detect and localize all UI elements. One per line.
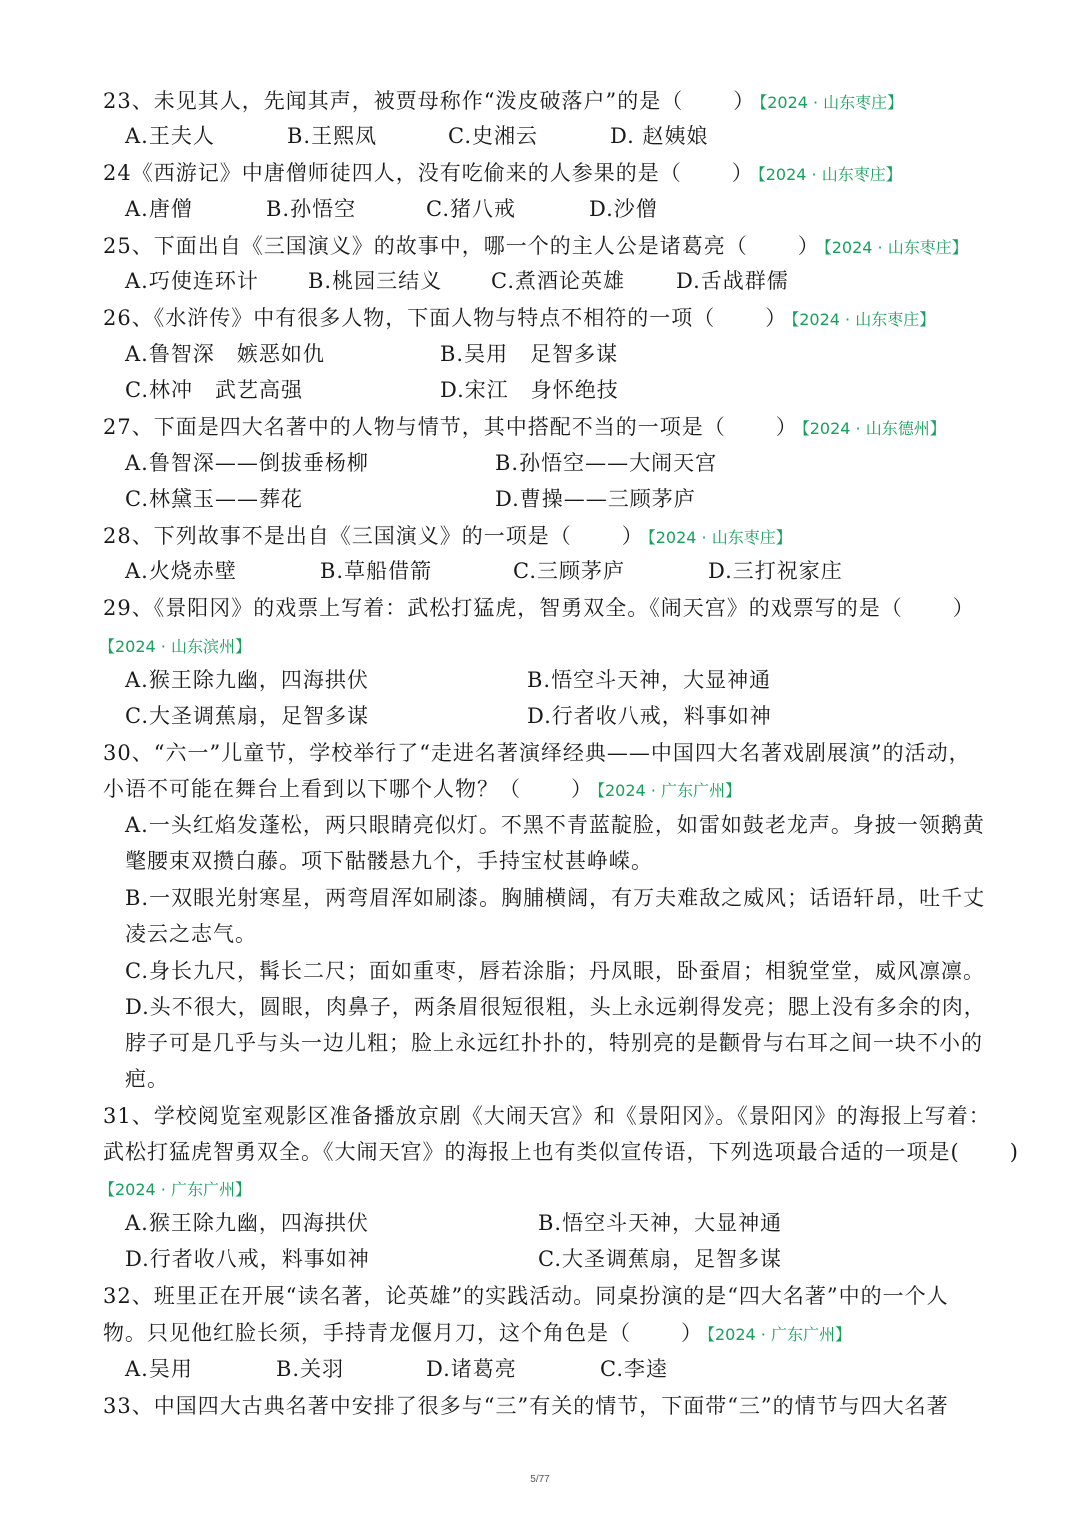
question-24-stem: 24《西游记》中唐僧师徒四人，没有吃偷来的人参果的是（ ） 【2024 · 山东枣庄】 [103, 161, 902, 185]
question-32-stem: 32、班里正在开展“读名著，论英雄”的实践活动。同桌扮演的是“四大名著”中的一个人 [103, 1284, 949, 1308]
question-30-stem: 30、“六一”儿童节，学校举行了“走进名著演绎经典——中国四大名著戏剧展演”的活动， [103, 741, 971, 765]
option: D.宋江 身怀绝技 [440, 378, 619, 402]
question-25-stem: 25、下面出自《三国演义》的故事中，哪一个的主人公是诸葛亮（ ） 【2024 · 山东枣庄】 [103, 234, 968, 258]
option: D. 赵姨娘 [610, 124, 709, 148]
option: C.林黛玉——葬花 [125, 487, 303, 511]
source-tag: 【2024 · 广东广州】 [707, 1325, 851, 1344]
option: B.悟空斗天神，大显神通 [538, 1211, 783, 1235]
option: D.曹操——三顾茅庐 [495, 487, 696, 511]
option: B.关羽 [276, 1357, 345, 1381]
option-text: D.头不很大，圆眼，肉鼻子，两条眉很短很粗，头上永远剃得发亮；腮上没有多余的肉， [125, 995, 986, 1019]
option: D.行者收八戒，料事如神 [527, 704, 772, 728]
option-text: 凌云之志气。 [125, 922, 257, 946]
option: A.唐僧 [125, 197, 193, 221]
option: A.巧使连环计 [125, 269, 259, 293]
option: C.大圣调蕉扇，足智多谋 [125, 704, 369, 728]
source-tag-line [99, 627, 251, 665]
option: B.孙悟空——大闹天宫 [495, 451, 718, 475]
source-tag: 【2024 · 山东枣庄】 [759, 93, 904, 112]
option-text: 疤。 [125, 1067, 169, 1091]
question-23-stem: 23、未见其人，先闻其声，被贾母称作“泼皮破落户”的是（ ） 【2024 · 山东枣庄】 [103, 89, 904, 113]
option: A.猴王除九幽，四海拱伏 [125, 1211, 369, 1235]
source-tag: 【2024 · 山东滨州】 [99, 637, 251, 656]
option: B.草船借箭 [320, 559, 433, 583]
question-30-stem-cont: 小语不可能在舞台上看到以下哪个人物？（ ） 【2024 · 广东广州】 [103, 777, 741, 801]
question-31-stem: 31、学校阅览室观影区准备播放京剧《大闹天宫》和《景阳冈》。《景阳冈》的海报上写着： [103, 1104, 991, 1128]
question-27-stem: 27、下面是四大名著中的人物与情节，其中搭配不当的一项是（ ） 【2024 · 山东德州】 [103, 415, 946, 439]
option: C.李逵 [600, 1357, 668, 1381]
option: A.鲁智深——倒拔垂杨柳 [125, 451, 369, 475]
option: B.王熙凤 [287, 124, 378, 148]
option: C.史湘云 [448, 124, 538, 148]
question-32-stem-cont: 物。只见他红脸长须，手持青龙偃月刀，这个角色是（ ） 【2024 · 广东广州】 [103, 1321, 851, 1345]
option: C.煮酒论英雄 [491, 269, 625, 293]
option: B.悟空斗天神，大显神通 [527, 668, 772, 692]
option-text: 氅腰束双攒白藤。项下骷髅悬九个，手持宝杖甚峥嵘。 [125, 849, 653, 873]
option-text: 脖子可是几乎与头一边儿粗；脸上永远红扑扑的，特别亮的是颧骨与右耳之间一块不小的 [125, 1031, 983, 1055]
question-29-stem: 29、《景阳冈》的戏票上写着：武松打猛虎，智勇双全。《闹天宫》的戏票写的是（ ） [103, 596, 975, 620]
option: D.三打祝家庄 [708, 559, 843, 583]
question-26-stem: 26、《水浒传》中有很多人物，下面人物与特点不相符的一项（ ） 【2024 · 山东枣庄】 [103, 306, 936, 330]
option: D.诸葛亮 [426, 1357, 517, 1381]
option: B.孙悟空 [266, 197, 357, 221]
option: C.猪八戒 [426, 197, 516, 221]
option: B.桃园三结义 [308, 269, 443, 293]
option: A.王夫人 [125, 124, 215, 148]
question-31-stem-cont: 武松打猛虎智勇双全。《大闹天宫》的海报上也有类似宣传语，下列选项最合适的一项是( ) [103, 1140, 1019, 1164]
option: D.行者收八戒，料事如神 [125, 1247, 370, 1271]
source-tag: 【2024 · 山东枣庄】 [647, 528, 792, 547]
option: C.三顾茅庐 [513, 559, 625, 583]
source-tag: 【2024 · 山东德州】 [801, 419, 946, 438]
option-text: C.身长九尺，髯长二尺；面如重枣，唇若涂脂；丹凤眼，卧蚕眉；相貌堂堂，威风凛凛。 [125, 959, 985, 983]
option: A.猴王除九幽，四海拱伏 [125, 668, 369, 692]
source-tag: 【2024 · 山东枣庄】 [757, 165, 902, 184]
option: A.吴用 [125, 1357, 193, 1381]
option-text: A.一头红焰发蓬松，两只眼睛亮似灯。不黑不青蓝靛脸，如雷如鼓老龙声。身披一领鹅黄 [125, 813, 985, 837]
source-tag: 【2024 · 山东枣庄】 [823, 238, 968, 257]
source-tag: 【2024 · 山东枣庄】 [791, 310, 936, 329]
source-tag: 【2024 · 广东广州】 [99, 1180, 251, 1199]
option: D.舌战群儒 [676, 269, 789, 293]
option: C.林冲 武艺高强 [125, 378, 303, 402]
source-tag: 【2024 · 广东广州】 [597, 781, 741, 800]
source-tag-line [99, 1170, 251, 1208]
option-text: B.一双眼光射寒星，两弯眉浑如刷漆。胸脯横阔，有万夫难敌之威风；话语轩昂，吐千丈 [125, 886, 986, 910]
option: A.鲁智深 嫉恶如仇 [125, 342, 325, 366]
question-33-stem: 33、中国四大古典名著中安排了很多与“三”有关的情节，下面带“三”的情节与四大名著 [103, 1394, 949, 1418]
option: A.火烧赤壁 [125, 559, 237, 583]
option: B.吴用 足智多谋 [440, 342, 619, 366]
page-number: 5/77 [530, 1474, 550, 1485]
question-28-stem: 28、下列故事不是出自《三国演义》的一项是（ ） 【2024 · 山东枣庄】 [103, 524, 792, 548]
option: D.沙僧 [589, 197, 658, 221]
option: C.大圣调蕉扇，足智多谋 [538, 1247, 782, 1271]
